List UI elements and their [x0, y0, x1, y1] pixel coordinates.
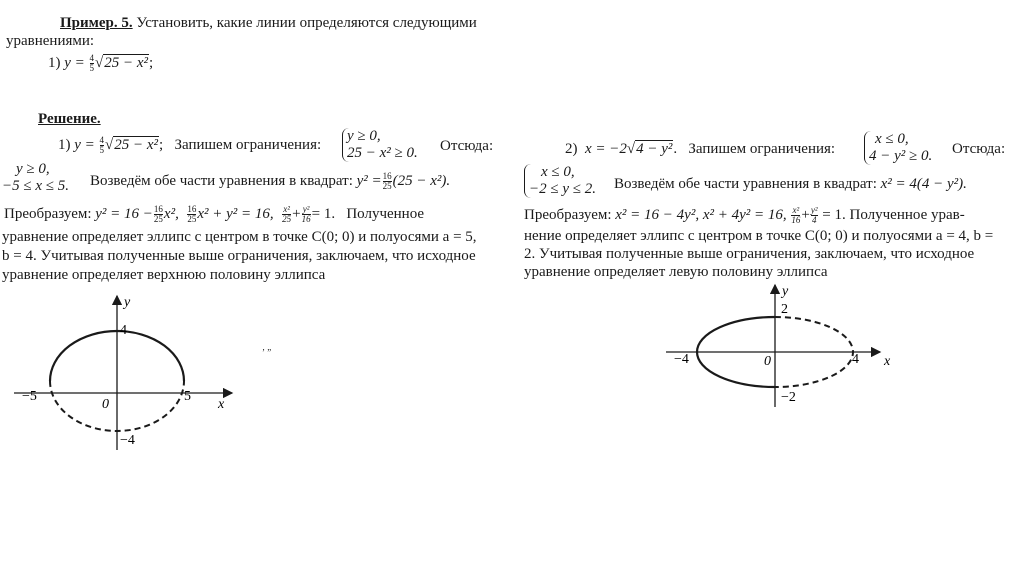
origin-label: 0: [102, 397, 109, 412]
task-text: Установить, какие линии определяются следующими: [136, 15, 477, 31]
p2-conclude-line: 2. Учитывая полученные выше ограничения, заключаем, что исходное: [524, 246, 975, 262]
x-pos-label: 4: [852, 352, 859, 367]
p1-equation-line: 1) y = $\frac{4}{5}$ √25 − x²; Запишем ограничения:: [58, 135, 322, 156]
x-neg-label: −4: [674, 352, 689, 367]
p2-equation-line: 2) x = −2√4 − y². Запишем ограничения:: [565, 141, 836, 157]
task-text-2: уравнениями:: [6, 33, 95, 49]
p1-transform-line: Преобразуем: y² = 16 − $\frac{16}{25}$ x², $\frac{16}{25}$ x² + y² = 16, $\frac{\text{x²}}{25}$ + $\frac{\text{y²}}{16}$ = 1. Полученное: [4, 204, 425, 225]
p1-final-line: уравнение определяет верхнюю половину эллипса: [2, 267, 326, 283]
y-pos-label: 4: [120, 323, 127, 338]
p1-square-line: Возведём обе части уравнения в квадрат: y² = $\frac{16}{25}$ (25 − x²).: [90, 171, 451, 192]
p1-hence: Отсюда:: [440, 138, 494, 154]
p2-system-1: x ≤ 0, 4 − y² ≥ 0.: [864, 131, 932, 165]
y-axis-label: y: [124, 295, 131, 310]
origin-label: 0: [764, 354, 771, 369]
p2-transform-line: Преобразуем: x² = 16 − 4y², x² + 4y² = 16, $\frac{\text{x²}}{16}$ + $\frac{\text{y²}}{4}$ = 1. Полученное урав-: [524, 205, 965, 226]
p2-hence: Отсюда:: [952, 141, 1006, 157]
task-eq-y: y =: [64, 55, 85, 71]
x-axis-label: x: [884, 354, 891, 369]
y-neg-label: −4: [120, 433, 135, 448]
task-equation: 1) y = $\frac{4}{5}$ √25 − x²;: [48, 53, 154, 74]
x-pos-label: 5: [184, 389, 191, 404]
p1-conclude-line: b = 4. Учитывая полученные выше ограничения, заключаем, что исходное: [2, 248, 476, 264]
task-label: Пример. 5.: [60, 15, 133, 31]
p2-final-line: уравнение определяет левую половину эллипса: [524, 264, 828, 280]
p1-ellipse-line: уравнение определяет эллипс с центром в точке C(0; 0) и полуосями a = 5,: [2, 229, 477, 245]
p1-system-1: y ≥ 0, 25 − x² ≥ 0.: [342, 128, 418, 162]
x-axis-label: x: [218, 397, 225, 412]
task-line-2: [6, 32, 94, 50]
task-eq-root: 25 − x²: [104, 55, 149, 71]
task-eq-num: 1): [48, 55, 61, 71]
p1-restr-label: Запишем ограничения:: [174, 137, 322, 153]
y-neg-label: −2: [781, 390, 796, 405]
p1-system-2: y ≥ 0, −5 ≤ x ≤ 5.: [2, 161, 69, 194]
stray-mark: ‚ „: [262, 342, 272, 352]
task-eq-frac: $\frac{4}{5}$: [89, 53, 95, 74]
x-neg-label: −5: [22, 389, 37, 404]
y-pos-label: 2: [781, 302, 788, 317]
y-axis-label: y: [782, 284, 789, 299]
p2-ellipse-line: нение определяет эллипс с центром в точке C(0; 0) и полуосями a = 4, b =: [524, 228, 994, 244]
p2-square-line: Возведём обе части уравнения в квадрат: x² = 4(4 − y²).: [614, 176, 967, 192]
task-line-1: [60, 14, 477, 32]
solution-heading: Решение.: [38, 111, 101, 127]
p2-system-2: x ≤ 0, −2 ≤ y ≤ 2.: [524, 164, 596, 198]
graph-ellipse-upper: [0, 290, 260, 460]
graph-ellipse-left: [660, 283, 900, 413]
